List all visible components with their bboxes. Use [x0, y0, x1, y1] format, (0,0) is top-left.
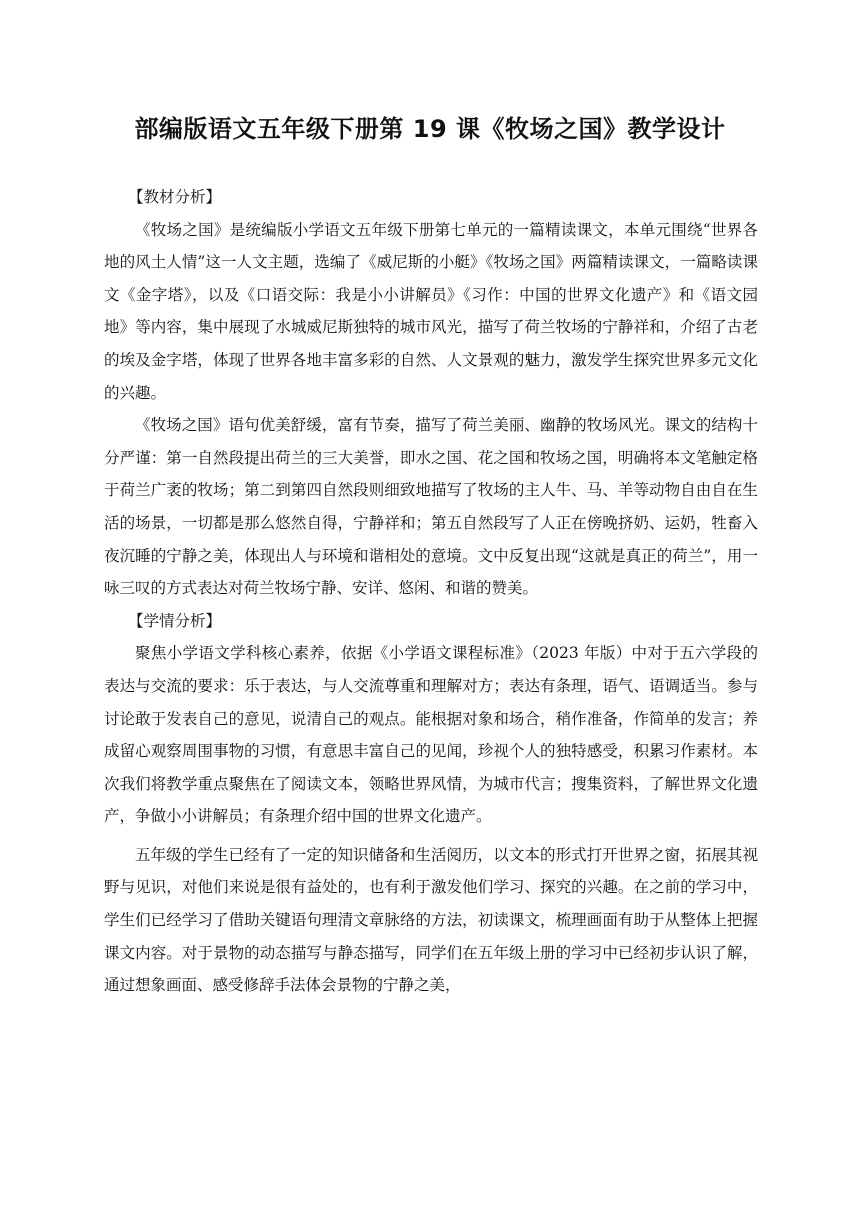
paragraph-student-analysis-1: 聚焦小学语文学科核心素养，依据《小学语文课程标准》（2023 年版）中对于五六学段的表达与交流的要求：乐于表达，与人交流尊重和理解对方；表达有条理，语气、语调适当。参与讨论敢于发表自己的意见，说清自己的观点。能根据对象和场合，稍作准备，作简单的发言；养成留心观察周围事物的习惯，有意思丰富自己的见闻，珍视个人的独特感受，积累习作素材。本次我们将教学重点聚焦在了阅读文本，领略世界风情，为城市代言；搜集资料，了解世界文化遗产，争做小小讲解员；有条理介绍中国的世界文化遗产。 — [104, 644, 758, 826]
section-heading-student-analysis: 【学情分析】 — [128, 611, 222, 630]
document-body — [104, 181, 758, 1002]
paragraph-teaching-material-1: 《牧场之国》是统编版小学语文五年级下册第七单元的一篇精读课文，本单元围绕“世界各地的风土人情”这一人文主题，选编了《威尼斯的小艇》《牧场之国》两篇精读课文，一篇略读课文《金字塔》，以及《口语交际：我是小小讲解员》《习作：中国的世界文化遗产》和《语文园地》等内容，集中展现了水城威尼斯独特的城市风光，描写了荷兰牧场的宁静祥和，介绍了古老的埃及金字塔，体现了世界各地丰富多彩的自然、人文景观的魅力，激发学生探究世界多元文化的兴趣。 — [104, 220, 758, 402]
document-title: 部编版语文五年级下册第 19 课《牧场之国》教学设计 — [134, 115, 726, 143]
section-heading-teaching-material: 【教材分析】 — [128, 188, 222, 206]
paragraph-student-analysis-2: 五年级的学生已经有了一定的知识储备和生活阅历，以文本的形式打开世界之窗，拓展其视野与见识，对他们来说是很有益处的，也有利于激发他们学习、探究的兴趣。在之前的学习中，学生们已经学习了借助关键语句理清文章脉络的方法，初读课文，梳理画面有助于从整体上把握课文内容。对于景物的动态描写与静态描写，同学们在五年级上册的学习中已经初步认识了解，通过想象画面、感受修辞手法体会景物的宁静之美， — [104, 845, 758, 995]
paragraph-teaching-material-2: 《牧场之国》语句优美舒缓，富有节奏，描写了荷兰美丽、幽静的牧场风光。课文的结构十分严谨：第一自然段提出荷兰的三大美誉，即水之国、花之国和牧场之国，明确将本文笔触定格于荷兰广袤的牧场；第二到第四自然段则细致地描写了牧场的主人牛、马、羊等动物自由自在生活的场景，一切都是那么悠然自得，宁静祥和；第五自然段写了人正在傍晚挤奶、运奶，牲畜入夜沉睡的宁静之美，体现出人与环境和谐相处的意境。文中反复出现“这就是真正的荷兰”，用一咏三叹的方式表达对荷兰牧场宁静、安详、悠闲、和谐的赞美。 — [104, 416, 758, 598]
